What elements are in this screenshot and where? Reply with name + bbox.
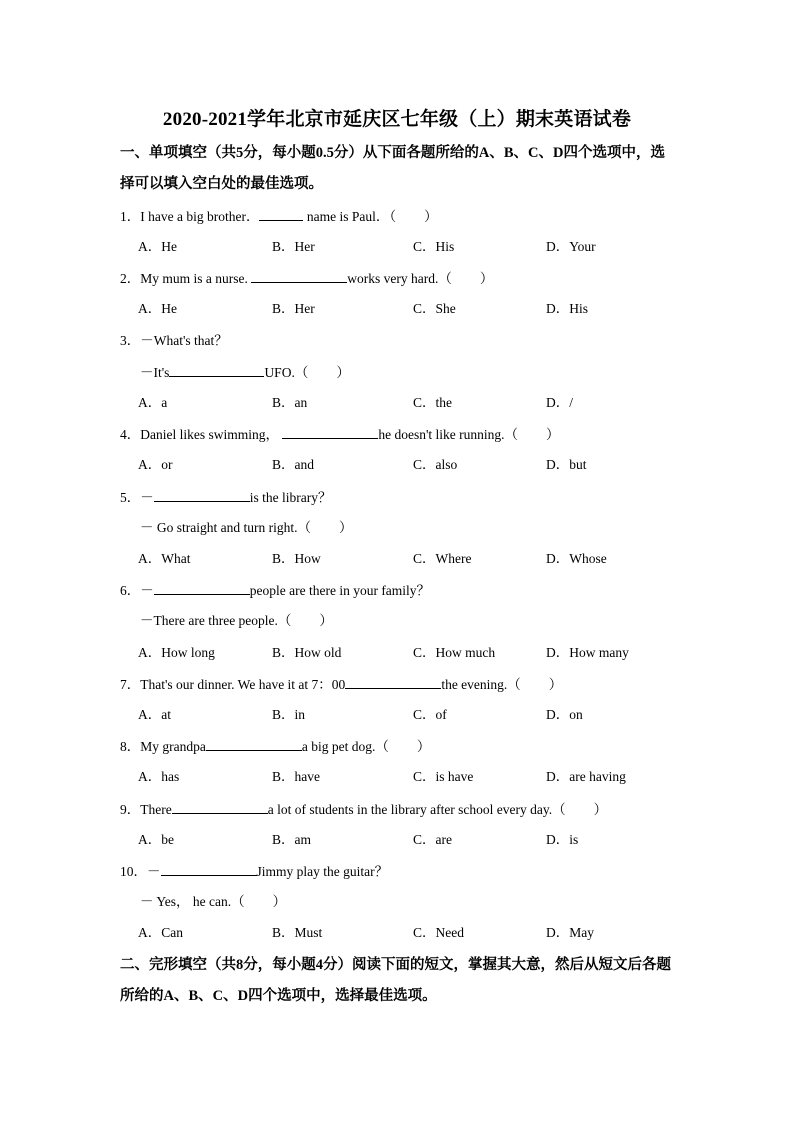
close-paren: ） [424, 209, 438, 224]
option-5d[interactable]: D．Whose [546, 551, 607, 566]
option-2b[interactable]: B．Her [272, 301, 315, 316]
question-number: 8． [120, 739, 141, 754]
question-1 [120, 206, 438, 227]
close-paren: ） [416, 739, 431, 754]
question-text-after: a lot of students in the library after school every day.（ [267, 802, 566, 817]
question-text: There [140, 802, 172, 817]
question-3-reply [140, 362, 350, 383]
option-3b[interactable]: B．an [272, 395, 308, 410]
close-paren: ） [548, 677, 563, 692]
option-3c[interactable]: C．the [413, 395, 452, 410]
section-2-line-1: 二、完形填空（共8分，每小题4分）阅读下面的短文，掌握其大意，然后从短文后各题 [120, 957, 671, 973]
option-1c[interactable]: C．His [413, 239, 455, 254]
question-3 [120, 331, 228, 351]
question-text: That's our dinner. We have it at 7：00 [140, 677, 346, 692]
option-4c[interactable]: C．also [413, 457, 458, 472]
option-1a[interactable]: A．He [138, 239, 177, 254]
option-7c[interactable]: C．of [413, 707, 447, 722]
reply-text: －There are three people.（ [140, 613, 292, 628]
question-text: Daniel likes swimming， [140, 427, 283, 442]
option-1d[interactable]: D．Your [546, 239, 596, 254]
close-paren: ） [319, 613, 333, 628]
answer-blank[interactable] [259, 206, 303, 221]
question-text-after: the evening.（ [441, 677, 521, 692]
answer-blank[interactable] [282, 424, 378, 439]
option-5c[interactable]: C．Where [413, 551, 472, 566]
option-4d[interactable]: D．but [546, 457, 587, 472]
question-10-reply [140, 892, 286, 912]
reply-text: －It's [140, 365, 170, 380]
question-number: 3． [120, 333, 141, 348]
option-3d[interactable]: D．/ [546, 395, 573, 410]
option-9b[interactable]: B．am [272, 832, 311, 847]
option-4a[interactable]: A．or [138, 457, 173, 472]
question-text: I have a big brother． [140, 209, 260, 224]
option-4b[interactable]: B．and [272, 457, 314, 472]
question-2 [120, 268, 493, 289]
answer-blank[interactable] [251, 268, 347, 283]
question-number: 10． [120, 864, 147, 879]
question-text-after: a big pet dog.（ [301, 739, 389, 754]
option-6d[interactable]: D．How many [546, 645, 629, 660]
question-text: － [140, 490, 154, 505]
close-paren: ） [338, 520, 353, 535]
close-paren: ） [593, 802, 608, 817]
question-text-after: name is Paul．（ [303, 209, 397, 224]
option-7a[interactable]: A．at [138, 707, 171, 722]
option-7d[interactable]: D．on [546, 707, 583, 722]
question-7 [120, 674, 562, 695]
question-number: 4． [120, 427, 141, 442]
question-text-after: people are there in your family？ [249, 583, 431, 598]
option-6b[interactable]: B．How old [272, 645, 342, 660]
option-8d[interactable]: D．are having [546, 769, 626, 784]
option-9a[interactable]: A．be [138, 832, 174, 847]
question-text-after: is the library？ [249, 490, 332, 505]
answer-blank[interactable] [154, 580, 250, 595]
question-text: My grandpa [140, 739, 206, 754]
section-1-line-1: 一、单项填空（共5分，每小题0.5分）从下面各题所给的A、B、C、D四个选项中，选 [120, 145, 665, 161]
answer-blank[interactable] [172, 799, 268, 814]
question-number: 7． [120, 677, 141, 692]
option-2c[interactable]: C．She [413, 301, 456, 316]
answer-blank[interactable] [345, 674, 441, 689]
option-10b[interactable]: B．Must [272, 925, 323, 940]
section-1-line-2: 择可以填入空白处的最佳选项。 [120, 176, 323, 192]
question-6 [120, 580, 430, 601]
option-3a[interactable]: A．a [138, 395, 168, 410]
question-text-after: Jimmy play the guitar？ [256, 864, 389, 879]
option-6a[interactable]: A．How long [138, 645, 215, 660]
question-text-after: he doesn't like running.（ [378, 427, 519, 442]
question-number: 1． [120, 209, 141, 224]
question-9 [120, 799, 607, 820]
option-8a[interactable]: A．has [138, 769, 180, 784]
section-1-heading [120, 138, 680, 200]
option-2d[interactable]: D．His [546, 301, 589, 316]
question-text: －What's that？ [140, 333, 228, 348]
option-9d[interactable]: D．is [546, 832, 579, 847]
reply-text: － Go straight and turn right.（ [140, 520, 311, 535]
answer-blank[interactable] [206, 736, 302, 751]
option-10a[interactable]: A．Can [138, 925, 183, 940]
close-paren: ） [546, 427, 560, 442]
question-number: 6． [120, 583, 141, 598]
section-2-line-2: 所给的A、B、C、D四个选项中，选择最佳选项。 [120, 988, 437, 1004]
close-paren: ） [336, 365, 350, 380]
option-8b[interactable]: B．have [272, 769, 320, 784]
option-8c[interactable]: C．is have [413, 769, 474, 784]
option-2a[interactable]: A．He [138, 301, 177, 316]
option-5a[interactable]: A．What [138, 551, 191, 566]
question-text: － [147, 864, 161, 879]
answer-blank[interactable] [154, 487, 250, 502]
question-number: 2． [120, 271, 141, 286]
section-2-heading [120, 950, 680, 1012]
option-7b[interactable]: B．in [272, 707, 306, 722]
answer-blank[interactable] [169, 362, 264, 377]
option-10c[interactable]: C．Need [413, 925, 464, 940]
close-paren: ） [272, 894, 287, 909]
question-6-reply [140, 611, 333, 631]
answer-blank[interactable] [161, 861, 257, 876]
option-9c[interactable]: C．are [413, 832, 452, 847]
close-paren: ） [479, 271, 494, 286]
option-1b[interactable]: B．Her [272, 239, 315, 254]
page-title: 2020-2021学年北京市延庆区七年级（上）期末英语试卷 [162, 109, 632, 130]
reply-text-after: UFO.（ [264, 365, 309, 380]
question-4 [120, 424, 560, 445]
question-10 [120, 861, 388, 882]
option-5b[interactable]: B．How [272, 551, 321, 566]
question-text: My mum is a nurse. [140, 271, 252, 286]
question-5 [120, 487, 331, 508]
question-text-after: works very hard.（ [347, 271, 452, 286]
option-6c[interactable]: C．How much [413, 645, 496, 660]
option-10d[interactable]: D．May [546, 925, 594, 940]
question-8 [120, 736, 430, 757]
question-text: － [140, 583, 154, 598]
reply-text: － Yes， he can.（ [140, 894, 245, 909]
question-5-reply [140, 518, 352, 538]
question-number: 9． [120, 802, 141, 817]
question-number: 5． [120, 490, 141, 505]
